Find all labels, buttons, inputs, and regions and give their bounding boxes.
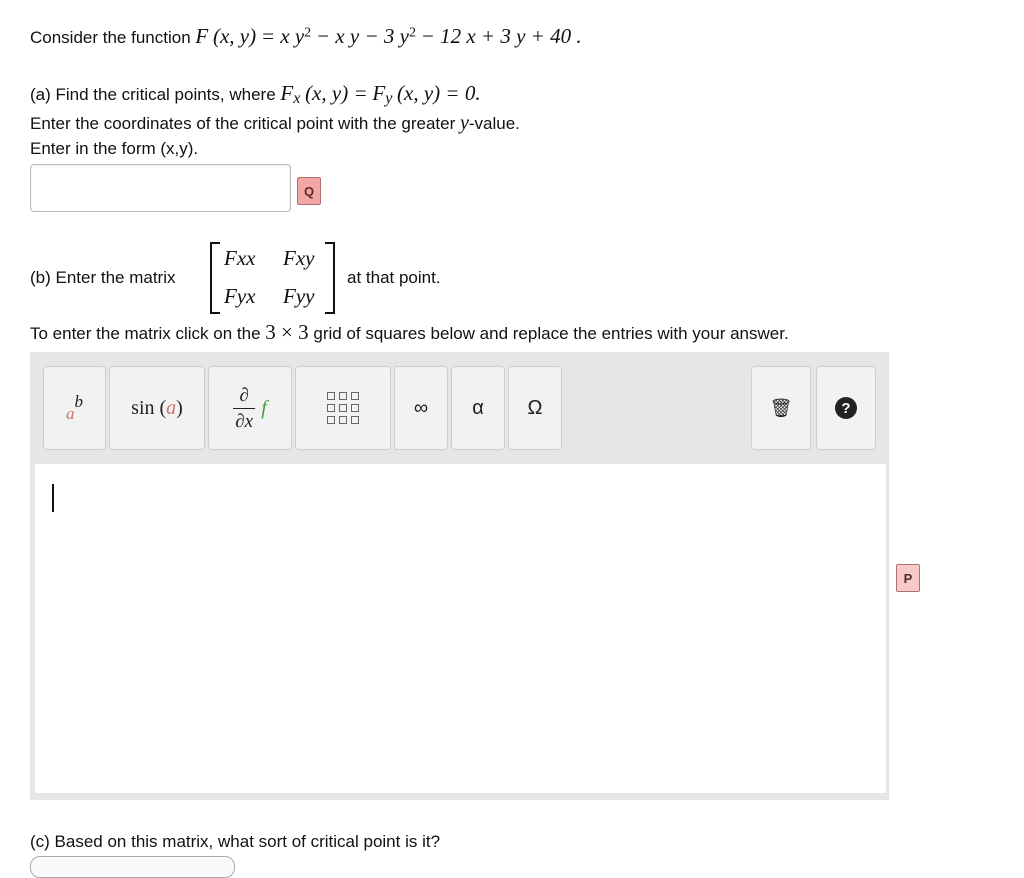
matrix-cell-fyy: Fyy <box>283 284 315 308</box>
omega-button[interactable]: Ω <box>508 366 562 450</box>
infinity-button[interactable]: ∞ <box>394 366 448 450</box>
editor-preview-icon[interactable]: P <box>896 564 920 592</box>
critical-point-type-select[interactable] <box>30 856 235 878</box>
help-icon: ? <box>835 397 857 419</box>
trash-icon: 🗑 <box>769 397 793 418</box>
matrix-grid-button[interactable] <box>295 366 391 450</box>
math-editor <box>30 352 889 800</box>
text-caret <box>52 484 54 512</box>
matrix-cell-fyx: Fyx <box>224 284 256 308</box>
matrix-right-bracket <box>325 242 335 314</box>
matrix-left-bracket <box>210 242 220 314</box>
hessian-matrix <box>210 240 335 314</box>
superscript-button[interactable]: a b <box>43 366 106 450</box>
matrix-cell-fxy: Fxy <box>283 246 315 270</box>
derivative-button[interactable]: ∂ ∂x f <box>208 366 292 450</box>
part-b-prompt: (b) Enter the matrix <box>30 268 176 287</box>
trash-button[interactable] <box>751 366 811 450</box>
editor-input-area[interactable] <box>35 464 886 793</box>
critical-point-input[interactable] <box>30 164 291 212</box>
function-statement: Consider the function F (x, y) = x $y^2 - x$ y − 3 $y^2 - 12$ x + 3 y + 40 . <box>30 24 582 48</box>
help-button[interactable] <box>816 366 876 450</box>
alpha-button[interactable]: α <box>451 366 505 450</box>
grid-icon <box>327 392 359 424</box>
part-a-instruction: Enter the coordinates of the critical point with the greater y-value. <box>30 112 520 134</box>
matrix-cell-fxx: Fxx <box>224 246 256 270</box>
part-c-prompt: (c) Based on this matrix, what sort of critical point is it? <box>30 832 441 851</box>
matrix-instruction: To enter the matrix click on the 3 × 3 grid of squares below and replace the entries with your answer. <box>30 320 789 344</box>
part-a-form-hint: Enter in the form (x,y). <box>30 139 199 158</box>
sin-function-button[interactable]: sin ( a ) <box>109 366 205 450</box>
preview-icon[interactable]: Q <box>297 177 321 205</box>
function-name: F <box>195 24 209 48</box>
part-a-prompt: (a) Find the critical points, where $F_x$ (x, $y) = F_y$ (x, y) = 0. <box>30 81 481 107</box>
part-b-suffix: at that point. <box>347 268 441 287</box>
